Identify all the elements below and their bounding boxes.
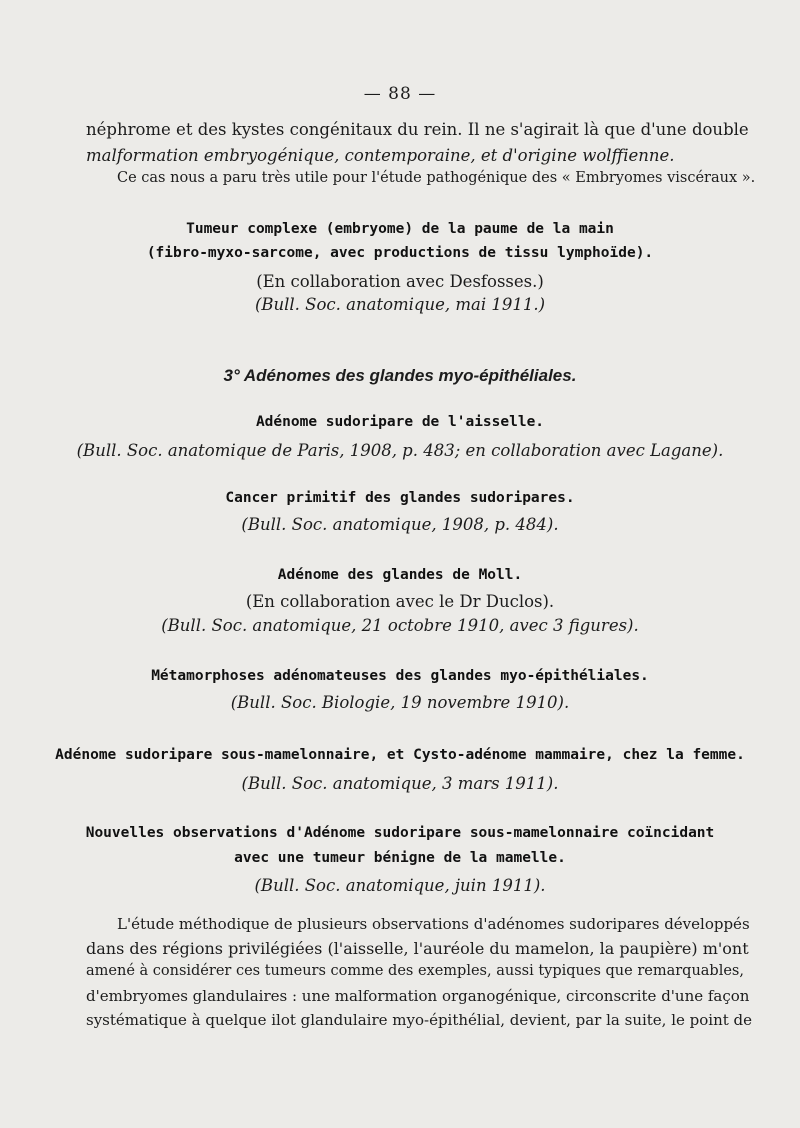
intro-line-1: néphrome et des kystes congénitaux du rein. Il ne s'agirait là que d'une double (86, 120, 749, 139)
entry-title-line-2: (fibro-myxo-sarcome, avec productions de tissu lymphoïde). (146, 245, 654, 261)
item-title-line-1: Nouvelles observations d'Adénome sudoripare sous-mamelonnaire coïncidant (85, 825, 715, 841)
item-ref-collab: (En collaboration avec le Dr Duclos). (245, 592, 555, 611)
entry-ref-1: (En collaboration avec Desfosses.) (256, 272, 544, 291)
entry-ref-2: (Bull. Soc. anatomique, mai 1911.) (254, 295, 546, 314)
page-number: — 88 — (363, 84, 437, 104)
closing-line-2: dans des régions privilégiées (l'aisselle, l'auréole du mamelon, la paupière) m'ont (86, 939, 749, 958)
item-title: Cancer primitif des glandes sudoripares. (225, 490, 575, 506)
intro-line-3: Ce cas nous a paru très utile pour l'étude pathogénique des « Embryomes viscéraux ». (117, 170, 756, 186)
item-title: Adénome sudoripare de l'aisselle. (255, 414, 545, 430)
item-ref: (Bull. Soc. anatomique, 21 octobre 1910, avec 3 figures). (161, 616, 639, 635)
closing-line-4: d'embryomes glandulaires : une malformation organogénique, circonscrite d'une façon (86, 987, 750, 1005)
section-heading: 3° Adénomes des glandes myo-épithéliales. (223, 366, 577, 385)
entry-title-line-1: Tumeur complexe (embryome) de la paume de la main (186, 221, 614, 237)
item-title-line-2: avec une tumeur bénigne de la mamelle. (234, 850, 566, 866)
item-title: Adénome sudoripare sous-mamelonnaire, et Cysto-adénome mammaire, chez la femme. (55, 747, 745, 763)
item-title: Métamorphoses adénomateuses des glandes myo-épithéliales. (151, 668, 649, 684)
item-ref: (Bull. Soc. Biologie, 19 novembre 1910). (230, 693, 570, 712)
closing-line-1: L'étude méthodique de plusieurs observations d'adénomes sudoripares développés (117, 915, 750, 933)
item-ref: (Bull. Soc. anatomique, 3 mars 1911). (241, 774, 559, 793)
item-ref: (Bull. Soc. anatomique, juin 1911). (254, 876, 546, 895)
intro-line-2: malformation embryogénique, contemporaine, et d'origine wolffienne. (86, 146, 675, 165)
closing-line-3: amené à considérer ces tumeurs comme des exemples, aussi typiques que remarquables, (86, 963, 744, 979)
item-title: Adénome des glandes de Moll. (277, 567, 523, 583)
closing-line-5: systématique à quelque ilot glandulaire myo-épithélial, devient, par la suite, le point de (86, 1011, 753, 1029)
item-ref: (Bull. Soc. anatomique, 1908, p. 484). (241, 515, 559, 534)
item-ref: (Bull. Soc. anatomique de Paris, 1908, p. 483; en collaboration avec Lagane). (76, 441, 724, 460)
